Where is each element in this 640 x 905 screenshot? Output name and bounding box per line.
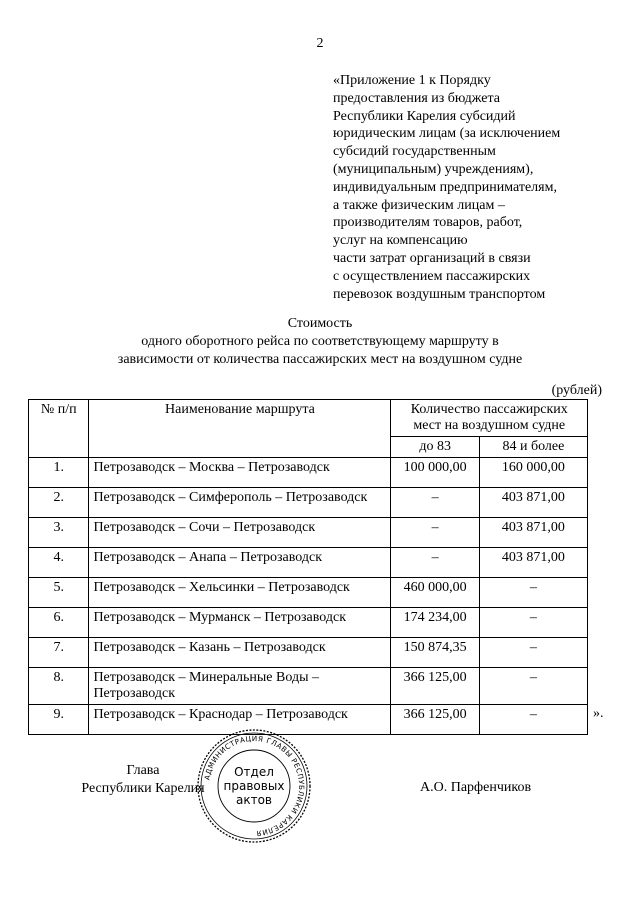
annex-line: производителям товаров, работ, bbox=[333, 215, 523, 231]
row-number: 1. bbox=[29, 458, 89, 488]
cost-up-to-83: 174 234,00 bbox=[391, 608, 479, 638]
page-number: 2 bbox=[316, 36, 324, 51]
header-84-and-more: 84 и более bbox=[479, 437, 587, 458]
route-name: Петрозаводск – Мурманск – Петрозаводск bbox=[89, 608, 391, 638]
row-number: 5. bbox=[29, 578, 89, 608]
cost-84-and-more: – bbox=[479, 608, 587, 638]
seal-line-3: актов bbox=[235, 793, 273, 807]
table-row bbox=[29, 668, 588, 705]
cost-up-to-83: 100 000,00 bbox=[391, 458, 479, 488]
annex-line: субсидий государственным bbox=[333, 144, 496, 160]
annex-line: услуг на компенсацию bbox=[333, 233, 468, 249]
signatory-title-line-1: Глава bbox=[126, 763, 160, 778]
row-number: 9. bbox=[29, 705, 89, 735]
route-name: Петрозаводск – Минеральные Воды – Петрозаводск bbox=[89, 668, 391, 705]
route-name: Петрозаводск – Симферополь – Петрозаводск bbox=[89, 488, 391, 518]
annex-reference bbox=[333, 72, 633, 303]
annex-line: Республики Карелия субсидий bbox=[333, 108, 516, 124]
cost-up-to-83: – bbox=[391, 488, 479, 518]
cost-84-and-more: – bbox=[479, 668, 587, 705]
annex-line: с осуществлением пассажирских bbox=[333, 268, 531, 284]
table-row bbox=[29, 638, 588, 668]
cost-84-and-more: 160 000,00 bbox=[479, 458, 587, 488]
cost-84-and-more: – bbox=[479, 638, 587, 668]
cost-84-and-more: 403 871,00 bbox=[479, 518, 587, 548]
heading-title: Стоимость bbox=[287, 316, 353, 331]
cost-84-and-more: 403 871,00 bbox=[479, 548, 587, 578]
row-number: 3. bbox=[29, 518, 89, 548]
document-heading bbox=[60, 315, 580, 369]
cost-84-and-more: 403 871,00 bbox=[479, 488, 587, 518]
seal-ring-text: АДМИНИСТРАЦИЯ ГЛАВЫ РЕСПУБЛИКИ КАРЕЛИЯ bbox=[202, 733, 307, 839]
table-body bbox=[29, 458, 588, 735]
heading-line-2: одного оборотного рейса по соответствующему маршруту в bbox=[141, 334, 499, 349]
annex-line: а также физическим лицам – bbox=[333, 197, 505, 213]
seal-line-1: Отдел bbox=[234, 765, 274, 779]
table-row bbox=[29, 458, 588, 488]
cost-up-to-83: – bbox=[391, 548, 479, 578]
table-row bbox=[29, 578, 588, 608]
route-name: Петрозаводск – Москва – Петрозаводск bbox=[89, 458, 391, 488]
row-number: 7. bbox=[29, 638, 89, 668]
routes-cost-table bbox=[28, 399, 588, 735]
row-number: 6. bbox=[29, 608, 89, 638]
cost-up-to-83: 366 125,00 bbox=[391, 668, 479, 705]
units-label: (рублей) bbox=[551, 383, 602, 398]
route-name: Петрозаводск – Казань – Петрозаводск bbox=[89, 638, 391, 668]
signatory-title-line-2: Республики Карелия bbox=[81, 781, 205, 796]
cost-up-to-83: 460 000,00 bbox=[391, 578, 479, 608]
cost-up-to-83: 150 874,35 bbox=[391, 638, 479, 668]
table-row bbox=[29, 518, 588, 548]
route-name: Петрозаводск – Сочи – Петрозаводск bbox=[89, 518, 391, 548]
annex-line: перевозок воздушным транспортом bbox=[333, 286, 546, 302]
table-row bbox=[29, 548, 588, 578]
official-seal bbox=[196, 728, 312, 844]
row-number: 4. bbox=[29, 548, 89, 578]
annex-line: юридическим лицам (за исключением bbox=[333, 126, 561, 142]
route-name: Петрозаводск – Хельсинки – Петрозаводск bbox=[89, 578, 391, 608]
signatory-name: А.О. Парфенчиков bbox=[420, 780, 532, 795]
cost-84-and-more: – bbox=[479, 578, 587, 608]
annex-line: (муниципальным) учреждениям), bbox=[333, 161, 534, 177]
cost-84-and-more: – bbox=[479, 705, 587, 735]
route-name: Петрозаводск – Анапа – Петрозаводск bbox=[89, 548, 391, 578]
header-seats: Количество пассажирских мест на воздушном судне bbox=[391, 400, 588, 437]
annex-line: индивидуальным предпринимателям, bbox=[333, 179, 557, 195]
closing-quote: ». bbox=[593, 706, 604, 721]
heading-line-3: зависимости от количества пассажирских мест на воздушном судне bbox=[117, 352, 523, 367]
header-number: № п/п bbox=[29, 400, 89, 458]
route-name: Петрозаводск – Краснодар – Петрозаводск bbox=[89, 705, 391, 735]
annex-line: «Приложение 1 к Порядку bbox=[333, 73, 491, 88]
header-route-name: Наименование маршрута bbox=[89, 400, 391, 458]
seal-line-2: правовых bbox=[223, 779, 285, 793]
seal-graphic bbox=[196, 728, 312, 844]
annex-line: предоставления из бюджета bbox=[333, 90, 500, 106]
table-row bbox=[29, 608, 588, 638]
row-number: 8. bbox=[29, 668, 89, 705]
cost-up-to-83: 366 125,00 bbox=[391, 705, 479, 735]
table-row bbox=[29, 488, 588, 518]
row-number: 2. bbox=[29, 488, 89, 518]
cost-up-to-83: – bbox=[391, 518, 479, 548]
signatory-title bbox=[78, 762, 208, 798]
annex-line: части затрат организаций в связи bbox=[333, 250, 531, 266]
header-up-to-83: до 83 bbox=[391, 437, 479, 458]
